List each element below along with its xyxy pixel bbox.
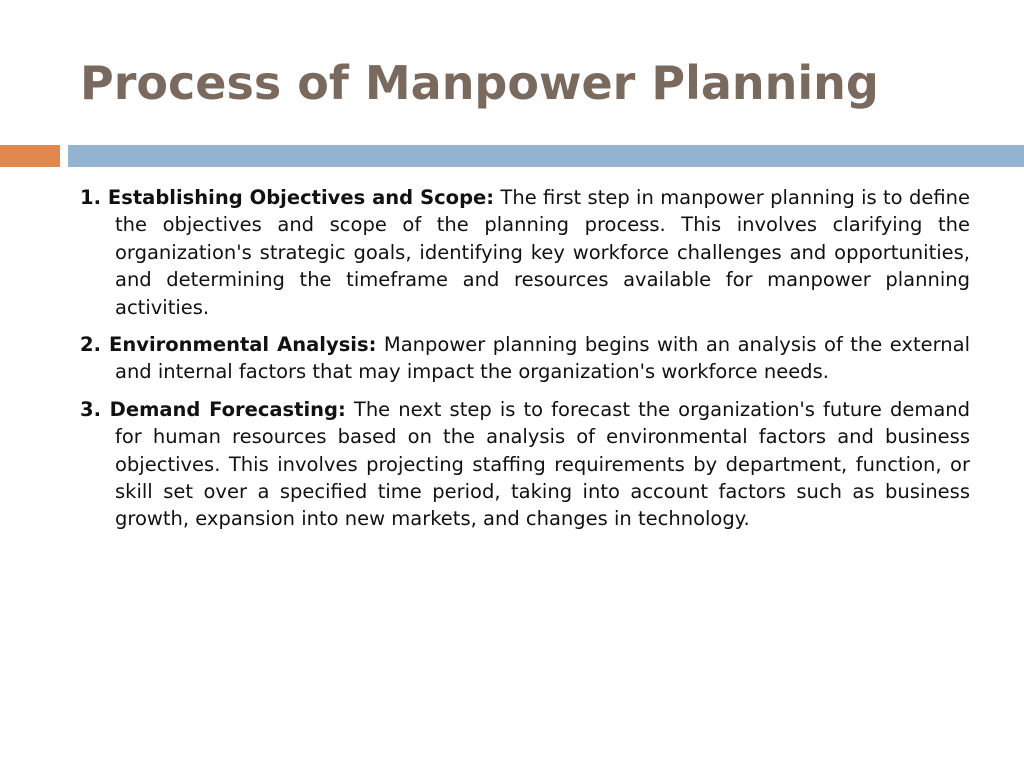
- accent-bar-orange: [0, 145, 60, 167]
- accent-bar-blue: [68, 145, 1024, 167]
- slide-title: Process of Manpower Planning: [80, 56, 879, 110]
- point-heading: 3. Demand Forecasting:: [80, 397, 346, 421]
- point-text: The next step is to forecast the organization's future demand for human resources based on the analysis of environmental factors and business objectives. This involves projecting staffing requirements by department, function, or skill set over a specified time period, taking into account factors such as business growth, expansion into new markets, and changes in technology.: [115, 397, 970, 531]
- point-environmental-analysis: [80, 331, 970, 386]
- content-list: [80, 184, 970, 543]
- point-heading: 1. Establishing Objectives and Scope:: [80, 186, 495, 209]
- point-demand-forecasting: [80, 396, 970, 533]
- point-heading: 2. Environmental Analysis:: [80, 333, 377, 357]
- point-establishing-objectives: [80, 184, 970, 321]
- point-text: The first step in manpower planning is to define the objectives and scope of the planning process. This involves clarifying the organization's strategic goals, identifying key workforce challenges and opportunities, and determining the timeframe and resources available for manpower planning activities.: [115, 186, 970, 319]
- point-text: Manpower planning begins with an analysis of the external and internal factors that may impact the organization's workforce needs.: [115, 333, 970, 384]
